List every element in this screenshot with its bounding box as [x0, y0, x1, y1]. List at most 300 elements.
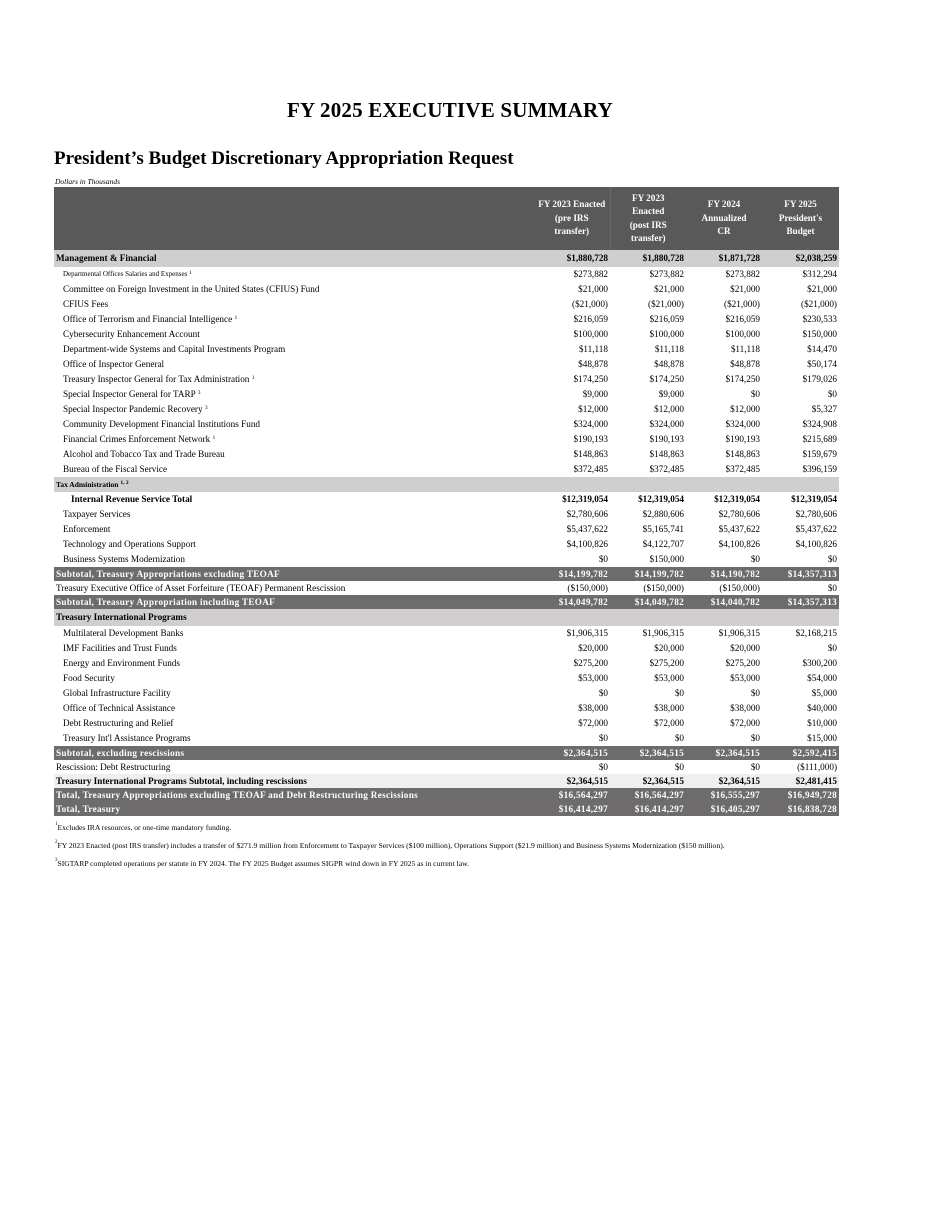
value-cell-col2: [610, 477, 686, 492]
table-row: [54, 641, 839, 656]
value-cell-col1: $16,414,297: [534, 802, 610, 816]
row-label: [54, 387, 534, 402]
footnote-text: SIGTARP completed operations per statute in FY 2024. The FY 2025 Budget assumes SIGPR wind down in FY 2025 as in current law.: [57, 859, 469, 868]
value-cell-col3: $53,000: [730, 673, 760, 683]
value-cell-col4: $4,100,826: [795, 539, 837, 549]
value-cell-col1: $0: [598, 554, 608, 564]
value-cell-col4: $159,679: [802, 449, 837, 459]
value-cell-col2: $174,250: [649, 374, 684, 384]
value-cell-col3: $0: [750, 389, 760, 399]
value-cell-col4: $215,689: [802, 434, 837, 444]
value-cell-col3: $5,437,622: [718, 524, 760, 534]
footnote-marker: 1: [189, 270, 192, 276]
value-cell-col4: $2,780,606: [795, 509, 837, 519]
table-row: [54, 802, 839, 816]
value-cell-col1: $5,437,622: [566, 524, 608, 534]
value-cell-col3: $0: [750, 733, 760, 743]
footnote: [55, 823, 725, 832]
row-label: [54, 492, 534, 507]
value-cell-col2: $21,000: [654, 284, 684, 294]
value-cell-col4: $14,357,313: [762, 567, 839, 581]
header-line: Enacted: [632, 206, 665, 216]
value-cell-col4: $0: [827, 389, 837, 399]
row-label-text: Treasury International Programs: [56, 612, 187, 622]
header-line: Budget: [786, 226, 815, 237]
value-cell-col2: $9,000: [658, 389, 684, 399]
value-cell-col3: $273,882: [725, 269, 760, 279]
value-cell-col3: $2,780,606: [718, 509, 760, 519]
value-cell-col3: $16,555,297: [686, 788, 762, 802]
row-label-text: Rescission: Debt Restructuring: [56, 762, 171, 772]
value-cell-col2: $12,000: [654, 404, 684, 414]
table-row: [54, 686, 839, 701]
value-cell-col4: $2,038,259: [762, 250, 839, 267]
table-row: [54, 581, 839, 595]
value-cell-col2: $275,200: [649, 658, 684, 668]
row-label: [54, 671, 534, 686]
value-cell-col4: $230,533: [802, 314, 837, 324]
value-cell-col3: $48,878: [730, 359, 760, 369]
value-cell-col1: $14,199,782: [534, 567, 610, 581]
row-label-text: Subtotal, Treasury Appropriations excluding TEOAF: [56, 569, 280, 579]
value-cell-col1: $1,906,315: [566, 628, 608, 638]
value-cell-col3: $0: [750, 554, 760, 564]
value-cell-col2: $324,000: [649, 419, 684, 429]
value-cell-col4: $40,000: [807, 703, 837, 713]
table-row: [54, 701, 839, 716]
table-row: [54, 552, 839, 567]
value-cell-col3: $324,000: [725, 419, 760, 429]
table-row: [54, 447, 839, 462]
footnote: [55, 859, 725, 868]
value-cell-col2: $273,882: [649, 269, 684, 279]
footnote-number: 1: [55, 822, 58, 827]
row-label-text: Management & Financial: [56, 253, 157, 263]
value-cell-col4: $21,000: [807, 284, 837, 294]
value-cell-col1: ($21,000): [572, 299, 608, 309]
value-cell-col4: [762, 477, 839, 492]
value-cell-col3: $21,000: [730, 284, 760, 294]
value-cell-col4: $2,481,415: [762, 774, 839, 788]
header-line: transfer): [554, 226, 590, 237]
table-row: [54, 297, 839, 312]
value-cell-col4: $396,159: [802, 464, 837, 474]
row-label-text: Treasury International Programs Subtotal, including rescissions: [56, 776, 307, 786]
row-label: [54, 297, 534, 312]
row-label: [54, 507, 534, 522]
row-label-text: Special Inspector General for TARP: [63, 389, 196, 399]
value-cell-col3: $11,118: [730, 344, 760, 354]
value-cell-col1: $190,193: [573, 434, 608, 444]
value-cell-col1: $1,880,728: [534, 250, 610, 267]
value-cell-col3: $4,100,826: [718, 539, 760, 549]
value-cell-col4: $14,470: [807, 344, 837, 354]
table-row: [54, 537, 839, 552]
table-row: [54, 372, 839, 387]
row-label-text: Alcohol and Tobacco Tax and Trade Bureau: [63, 449, 225, 459]
value-cell-col1: $0: [598, 733, 608, 743]
row-label: [54, 609, 534, 626]
value-cell-col3: $2,364,515: [686, 746, 762, 760]
value-cell-col1: $11,118: [578, 344, 608, 354]
value-cell-col3: [686, 609, 762, 626]
value-cell-col4: $15,000: [807, 733, 837, 743]
value-cell-col1: $273,882: [573, 269, 608, 279]
value-cell-col2: $1,880,728: [610, 250, 686, 267]
value-cell-col1: $12,319,054: [562, 494, 608, 504]
table-row: [54, 716, 839, 731]
row-label-text: CFIUS Fees: [63, 299, 109, 309]
value-cell-col3: [686, 477, 762, 492]
table-row: [54, 432, 839, 447]
value-cell-col1: $21,000: [578, 284, 608, 294]
row-label: [54, 760, 534, 774]
row-label: [54, 581, 534, 595]
value-cell-col1: $14,049,782: [534, 595, 610, 609]
header-line: Annualized: [701, 212, 747, 223]
value-cell-col4: ($111,000): [797, 762, 837, 772]
row-label: [54, 537, 534, 552]
value-cell-col2: $190,193: [649, 434, 684, 444]
value-cell-col2: $148,863: [649, 449, 684, 459]
value-cell-col1: $48,878: [578, 359, 608, 369]
value-cell-col3: $20,000: [730, 643, 760, 653]
table-row: [54, 656, 839, 671]
header-line: FY 2024: [707, 199, 741, 210]
value-cell-col3: $216,059: [725, 314, 760, 324]
value-cell-col1: $0: [598, 688, 608, 698]
row-label-text: Special Inspector Pandemic Recovery: [63, 404, 203, 414]
row-label: [54, 595, 534, 609]
value-cell-col4: $16,838,728: [762, 802, 839, 816]
value-cell-col1: $275,200: [573, 658, 608, 668]
value-cell-col1: $100,000: [573, 329, 608, 339]
row-label: [54, 746, 534, 760]
value-cell-col3: $12,319,054: [714, 494, 760, 504]
value-cell-col2: $216,059: [649, 314, 684, 324]
row-label: [54, 522, 534, 537]
row-label-text: Internal Revenue Service Total: [71, 494, 193, 504]
row-label: [54, 716, 534, 731]
value-cell-col2: $100,000: [649, 329, 684, 339]
value-cell-col3: $190,193: [725, 434, 760, 444]
value-cell-col1: $12,000: [578, 404, 608, 414]
row-label-text: Treasury Executive Office of Asset Forfeiture (TEOAF) Permanent Rescission: [56, 583, 346, 593]
value-cell-col2: $16,414,297: [610, 802, 686, 816]
table-row: [54, 312, 839, 327]
table-row: [54, 774, 839, 788]
row-label-text: Energy and Environment Funds: [63, 658, 180, 668]
row-label-text: Treasury Int'l Assistance Programs: [63, 733, 191, 743]
value-cell-col1: $20,000: [578, 643, 608, 653]
value-cell-col3: $275,200: [725, 658, 760, 668]
value-cell-col2: $372,485: [649, 464, 684, 474]
table-row: [54, 507, 839, 522]
units-note: Dollars in Thousands: [55, 177, 121, 186]
table-row: [54, 282, 839, 297]
value-cell-col1: $9,000: [582, 389, 608, 399]
value-cell-col3: $0: [750, 688, 760, 698]
footnote-number: 3: [55, 858, 58, 863]
table-row: [54, 462, 839, 477]
row-label-text: Subtotal, excluding rescissions: [56, 748, 185, 758]
value-cell-col2: $14,199,782: [610, 567, 686, 581]
value-cell-col2: $38,000: [654, 703, 684, 713]
row-label-text: Office of Technical Assistance: [63, 703, 176, 713]
footnote-marker: 1, 2: [120, 480, 129, 486]
value-cell-col3: $12,000: [730, 404, 760, 414]
table-row: [54, 760, 839, 774]
table-row: [54, 342, 839, 357]
footnote: [55, 841, 725, 850]
value-cell-col2: $53,000: [654, 673, 684, 683]
value-cell-col2: ($150,000): [643, 583, 684, 593]
value-cell-col3: $100,000: [725, 329, 760, 339]
value-cell-col1: $53,000: [578, 673, 608, 683]
table-row: [54, 402, 839, 417]
row-label: [54, 788, 534, 802]
value-cell-col2: $0: [674, 733, 684, 743]
value-cell-col1: $38,000: [578, 703, 608, 713]
table-row: [54, 492, 839, 507]
value-cell-col1: $0: [598, 762, 608, 772]
row-label: [54, 267, 534, 282]
value-cell-col2: $2,880,606: [642, 509, 684, 519]
value-cell-col3: $72,000: [730, 718, 760, 728]
value-cell-col2: $12,319,054: [638, 494, 684, 504]
header-line: FY 2023 Enacted: [538, 199, 606, 210]
header-line: transfer): [630, 233, 666, 243]
footnotes: [55, 823, 725, 868]
table-row: [54, 746, 839, 760]
value-cell-col4: $16,949,728: [762, 788, 839, 802]
value-cell-col4: $5,000: [811, 688, 837, 698]
table-row: [54, 477, 839, 492]
value-cell-col2: $48,878: [654, 359, 684, 369]
table-row: [54, 788, 839, 802]
value-cell-col3: $0: [750, 762, 760, 772]
row-label-text: Tax Administration: [56, 480, 119, 489]
value-cell-col4: $0: [827, 583, 837, 593]
value-cell-col2: $0: [674, 762, 684, 772]
row-label: [54, 774, 534, 788]
row-label-text: Total, Treasury: [56, 804, 121, 814]
table-row: [54, 609, 839, 626]
value-cell-col3: $38,000: [730, 703, 760, 713]
row-label-text: Technology and Operations Support: [63, 539, 196, 549]
value-cell-col2: $1,906,315: [642, 628, 684, 638]
row-label: [54, 327, 534, 342]
value-cell-col4: $10,000: [807, 718, 837, 728]
row-label-text: Community Development Financial Institutions Fund: [63, 419, 261, 429]
value-cell-col3: ($150,000): [719, 583, 760, 593]
table-row: [54, 626, 839, 641]
value-cell-col3: $14,040,782: [686, 595, 762, 609]
table-row: [54, 417, 839, 432]
row-label: [54, 312, 534, 327]
row-label: [54, 372, 534, 387]
document-title: FY 2025 EXECUTIVE SUMMARY: [286, 98, 614, 122]
value-cell-col2: $16,564,297: [610, 788, 686, 802]
footnote-marker: 3: [197, 390, 201, 396]
table-row: [54, 267, 839, 282]
value-cell-col4: $0: [827, 643, 837, 653]
value-cell-col3: $148,863: [725, 449, 760, 459]
row-label-text: Business Systems Modernization: [63, 554, 185, 564]
value-cell-col2: $150,000: [649, 554, 684, 564]
row-label: [54, 342, 534, 357]
value-cell-col1: $216,059: [573, 314, 608, 324]
value-cell-col2: $11,118: [654, 344, 684, 354]
row-label: [54, 447, 534, 462]
row-label: [54, 552, 534, 567]
value-cell-col2: $5,165,741: [642, 524, 684, 534]
value-cell-col3: $1,906,315: [718, 628, 760, 638]
value-cell-col4: $54,000: [807, 673, 837, 683]
column-header-fy2024: [686, 187, 762, 250]
row-label: [54, 357, 534, 372]
row-label: [54, 462, 534, 477]
header-line: (pre IRS: [554, 212, 589, 223]
row-label-text: Multilateral Development Banks: [63, 628, 184, 638]
value-cell-col2: $2,364,515: [610, 746, 686, 760]
row-label-text: Department-wide Systems and Capital Investments Program: [63, 344, 286, 354]
table-row: [54, 327, 839, 342]
table-row: [54, 731, 839, 746]
value-cell-col1: $324,000: [573, 419, 608, 429]
row-label: [54, 731, 534, 746]
row-label: [54, 626, 534, 641]
row-label-text: Cybersecurity Enhancement Account: [63, 329, 200, 339]
value-cell-col3: ($21,000): [724, 299, 760, 309]
row-label: [54, 282, 534, 297]
footnote-marker: 1: [212, 435, 216, 441]
value-cell-col1: $174,250: [573, 374, 608, 384]
value-cell-col4: $300,200: [802, 658, 837, 668]
row-label-text: Departmental Offices Salaries and Expenses: [63, 270, 188, 278]
section-title: President’s Budget Discretionary Appropriation Request: [54, 148, 514, 169]
value-cell-col3: $174,250: [725, 374, 760, 384]
value-cell-col4: $2,168,215: [795, 628, 837, 638]
value-cell-col2: $0: [674, 688, 684, 698]
row-label-text: Bureau of the Fiscal Service: [63, 464, 168, 474]
table-header-row: [54, 187, 839, 250]
value-cell-col4: $2,592,415: [762, 746, 839, 760]
budget-table: [54, 187, 839, 816]
header-line: (post IRS: [629, 219, 667, 230]
row-label-text: Treasury Inspector General for Tax Administration: [63, 374, 250, 384]
value-cell-col1: $372,485: [573, 464, 608, 474]
row-label: [54, 802, 534, 816]
row-label: [54, 250, 534, 267]
footnote-marker: 1: [251, 375, 255, 381]
footnote-text: FY 2023 Enacted (post IRS transfer) includes a transfer of $271.9 million from Enforcement to Taxpayer Services ($100 million), Operations Support ($21.9 million) and Business Systems Modernization ($150 million).: [57, 841, 725, 850]
value-cell-col1: [534, 477, 610, 492]
footnote-number: 2: [55, 840, 58, 845]
footnote-marker: 1: [234, 315, 238, 321]
value-cell-col2: $72,000: [654, 718, 684, 728]
value-cell-col4: $12,319,054: [791, 494, 837, 504]
footnote-marker: 3: [204, 405, 208, 411]
value-cell-col3: $16,405,297: [686, 802, 762, 816]
row-label: [54, 656, 534, 671]
column-header-fy2023-pre: [534, 187, 610, 250]
value-cell-col4: $312,294: [802, 269, 837, 279]
value-cell-col2: ($21,000): [648, 299, 684, 309]
value-cell-col4: ($21,000): [801, 299, 837, 309]
row-label-text: Food Security: [63, 673, 115, 683]
value-cell-col1: ($150,000): [567, 583, 608, 593]
value-cell-col4: $5,327: [811, 404, 837, 414]
table-body: [54, 250, 839, 816]
row-label-text: IMF Facilities and Trust Funds: [63, 643, 177, 653]
row-label: [54, 567, 534, 581]
value-cell-col3: $14,190,782: [686, 567, 762, 581]
row-label-text: Enforcement: [63, 524, 111, 534]
column-header-fy2025: [762, 187, 839, 250]
header-label-cell: [54, 187, 534, 250]
table-row: [54, 387, 839, 402]
value-cell-col1: [534, 609, 610, 626]
value-cell-col4: $5,437,622: [795, 524, 837, 534]
row-label-text: Office of Inspector General: [63, 359, 165, 369]
value-cell-col4: $50,174: [807, 359, 837, 369]
table-row: [54, 250, 839, 267]
value-cell-col4: $150,000: [802, 329, 837, 339]
value-cell-col1: $2,780,606: [566, 509, 608, 519]
value-cell-col2: $20,000: [654, 643, 684, 653]
value-cell-col1: $2,364,515: [534, 746, 610, 760]
row-label: [54, 477, 534, 492]
row-label-text: Taxpayer Services: [63, 509, 131, 519]
row-label-text: Financial Crimes Enforcement Network: [63, 434, 211, 444]
column-header-fy2023-post: [610, 187, 686, 250]
table-row: [54, 567, 839, 581]
value-cell-col4: $179,026: [802, 374, 837, 384]
row-label: [54, 417, 534, 432]
header-line: CR: [717, 226, 731, 237]
value-cell-col4: [762, 609, 839, 626]
header-line: FY 2023: [631, 192, 665, 203]
row-label: [54, 641, 534, 656]
value-cell-col2: $2,364,515: [610, 774, 686, 788]
row-label-text: Total, Treasury Appropriations excluding TEOAF and Debt Restructuring Rescissions: [56, 790, 418, 800]
value-cell-col3: $372,485: [725, 464, 760, 474]
table-row: [54, 522, 839, 537]
table-row: [54, 357, 839, 372]
row-label-text: Office of Terrorism and Financial Intelligence: [63, 314, 233, 324]
row-label: [54, 686, 534, 701]
value-cell-col2: $4,122,707: [642, 539, 684, 549]
row-label-text: Committee on Foreign Investment in the United States (CFIUS) Fund: [63, 284, 320, 294]
header-line: President's: [778, 212, 823, 223]
value-cell-col1: $4,100,826: [566, 539, 608, 549]
table-row: [54, 595, 839, 609]
value-cell-col1: $2,364,515: [534, 774, 610, 788]
value-cell-col1: $16,564,297: [534, 788, 610, 802]
footnote-text: Excludes IRA resources, or one-time mandatory funding.: [57, 823, 232, 832]
value-cell-col1: $148,863: [573, 449, 608, 459]
row-label-text: Global Infrastructure Facility: [63, 688, 171, 698]
value-cell-col4: $14,357,313: [762, 595, 839, 609]
value-cell-col4: $324,908: [802, 419, 837, 429]
value-cell-col1: $72,000: [578, 718, 608, 728]
row-label-text: Subtotal, Treasury Appropriation including TEOAF: [56, 597, 276, 607]
row-label: [54, 432, 534, 447]
table-row: [54, 671, 839, 686]
value-cell-col3: $1,871,728: [686, 250, 762, 267]
value-cell-col3: $2,364,515: [686, 774, 762, 788]
